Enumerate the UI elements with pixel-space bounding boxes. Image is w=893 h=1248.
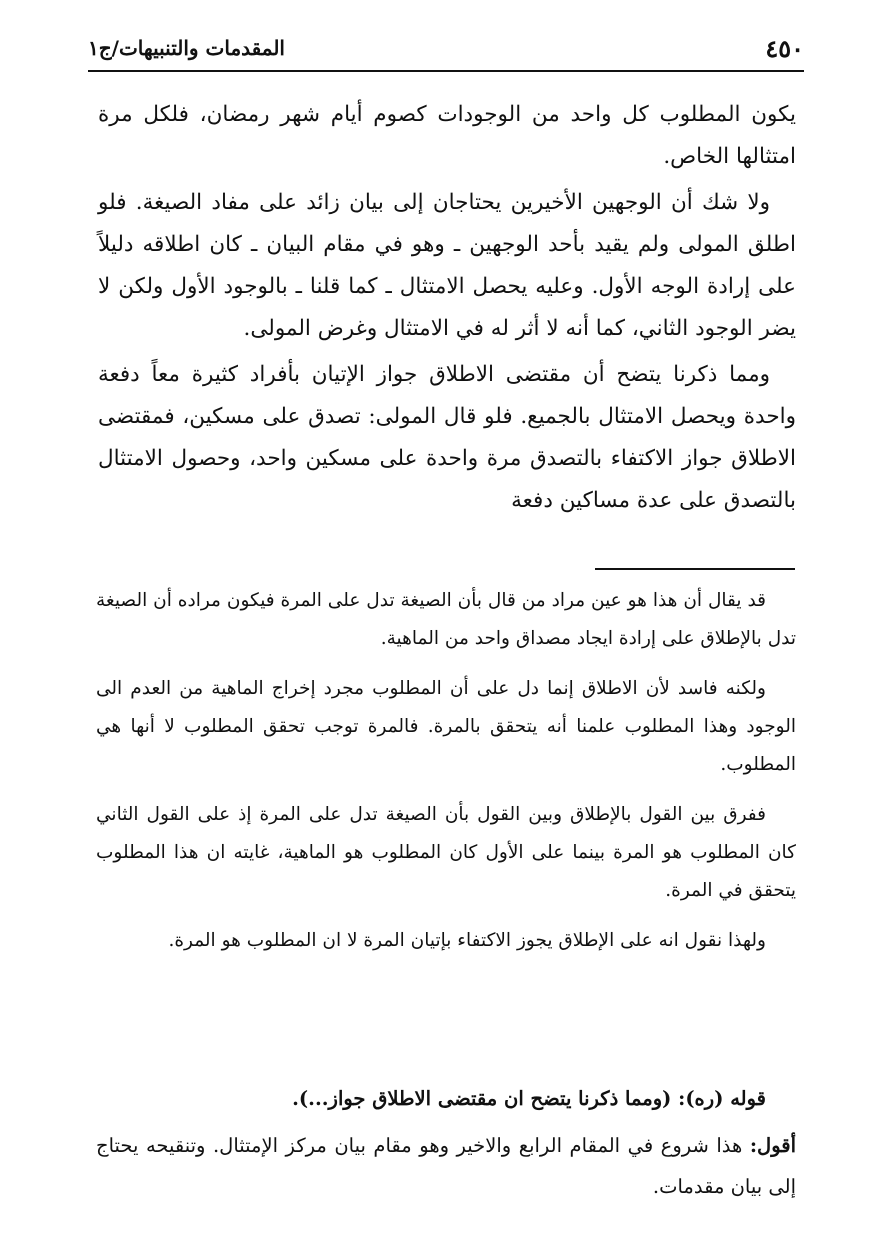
main-paragraph: يكون المطلوب كل واحد من الوجودات كصوم أيام شهر رمضان، فلكل مرة امتثالها الخاص. (98, 102, 796, 169)
footnote-paragraph: ولكنه فاسد لأن الاطلاق إنما دل على أن المطلوب مجرد إخراج الماهية من العدم الى الوجود وهذا المطلوب علمنا أنه يتحقق بالمرة. فالمرة توجب تحقق المطلوب لا أنها هي المطلوب. (96, 678, 796, 775)
footnote-paragraph: ولهذا نقول انه على الإطلاق يجوز الاكتفاء بإتيان المرة لا ان المطلوب هو المرة. (168, 930, 766, 951)
running-title: المقدمات والتنبيهات/ج١ (88, 36, 285, 60)
main-paragraph: ولا شك أن الوجهين الأخيرين يحتاجان إلى بيان زائد على مفاد الصيغة. فلو اطلق المولى ولم يقيد بأحد الوجهين ـ وهو في مقام البيان ـ كان اطلاقه دليلاً على إرادة الوجه الأول. وعليه يحصل الامتثال ـ كما قلنا ـ بالوجود الأول ولكن لا يضر الوجود الثاني، كما أنه لا أثر له في الامتثال وغرض المولى. (98, 190, 796, 341)
main-text (98, 94, 796, 526)
footnote-paragraph: ففرق بين القول بالإطلاق وبين القول بأن الصيغة تدل على المرة إذ على القول الثاني كان المطلوب هو المرة بينما على الأول كان المطلوب هو الماهية، غايته ان هذا المطلوب يتحقق في المرة. (96, 804, 796, 901)
reply-label: أقول: (749, 1134, 797, 1157)
page-number: ٤٥٠ (765, 34, 804, 63)
commentary-quote: قوله (ره): (ومما ذكرنا يتضح ان مقتضى الاطلاق جواز...). (292, 1087, 766, 1110)
page-header (88, 30, 804, 72)
commentary (96, 1078, 796, 1213)
footnote-divider (595, 568, 795, 570)
footnote-paragraph: قد يقال أن هذا هو عين مراد من قال بأن الصيغة تدل على المرة فيكون مراده أن الصيغة تدل بالإطلاق على إرادة ايجاد مصداق واحد من الماهية. (96, 590, 796, 649)
footnote (96, 582, 796, 972)
commentary-reply (96, 1125, 796, 1207)
reply-text: هذا شروع في المقام الرابع والاخير وهو مقام بيان مركز الإمتثال. وتنقيحه يحتاج إلى بيان مقدمات. (96, 1134, 796, 1198)
main-paragraph: ومما ذكرنا يتضح أن مقتضى الاطلاق جواز الإتيان بأفراد كثيرة معاً دفعة واحدة ويحصل الامتثال بالجميع. فلو قال المولى: تصدق على مسكين، فمقتضى الاطلاق جواز الاكتفاء بالتصدق مرة واحدة على مسكين واحد، وحصول الامتثال بالتصدق على عدة مساكين دفعة (98, 362, 796, 513)
